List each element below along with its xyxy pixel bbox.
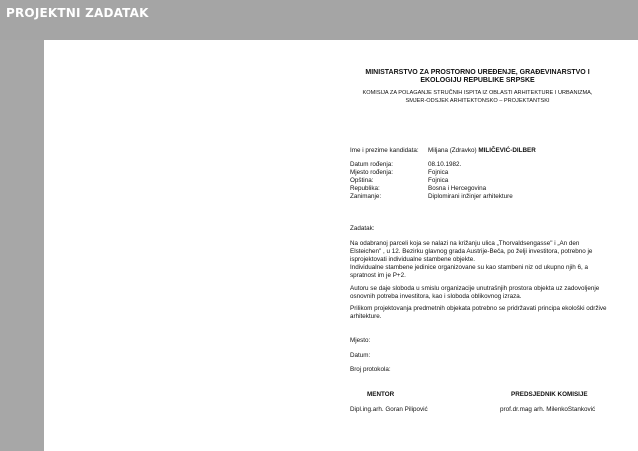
page-title: PROJEKTNI ZADATAK (6, 6, 149, 20)
detail-label-republic: Republika: (350, 185, 380, 192)
mentor-heading: MENTOR (367, 391, 395, 398)
left-gray-strip (0, 0, 44, 451)
date-label: Datum: (350, 352, 371, 359)
task-heading: Zadatak: (350, 225, 375, 232)
protocol-label: Broj protokola: (350, 366, 391, 373)
detail-value-birthdate: 08.10.1982. (428, 161, 462, 168)
task-paragraph-2-line-2: osnovnih potreba investitora, kao i sloboda oblikovnog izraza. (350, 293, 522, 300)
candidate-surname: MILIČEVIĆ-DILBER (478, 147, 536, 154)
detail-label-municipality: Opština: (350, 177, 374, 184)
task-paragraph-1-line-3: isprojektovati individualne stambene objekte. (350, 256, 475, 263)
candidate-label: Ime i prezime kandidata: (350, 147, 419, 154)
commission-line-2: SMJER-ODSJEK ARHITEKTONSKO – PROJEKTANTSKI (405, 98, 550, 104)
candidate-first-name: Miljana (Zdravko) (428, 147, 477, 154)
task-paragraph-1-line-1: Na odabranoj parceli koja se nalazi na križanju ulica „Thorvaldsengasse" i „An den (350, 240, 580, 247)
detail-value-municipality: Fojnica (428, 177, 449, 184)
detail-label-birthdate: Datum rođenja: (350, 161, 394, 168)
detail-value-occupation: Diplomirani inžinjer arhitekture (428, 193, 513, 200)
place-label: Mjesto: (350, 337, 371, 344)
detail-label-occupation: Zanimanje: (350, 193, 382, 200)
detail-value-republic: Bosna i Hercegovina (428, 185, 487, 192)
mentor-name: Dipl.ing.arh. Goran Pilipović (350, 406, 428, 413)
candidate-name (428, 147, 536, 154)
task-paragraph-3-line-2: arhitekture. (350, 313, 382, 320)
task-paragraph-1-line-4: Individualne stambene jedinice organizovane su kao stambeni niz od ukupno njih 6, a (350, 264, 589, 271)
detail-value-birthplace: Fojnica (428, 169, 449, 176)
task-paragraph-3-line-1: Prilikom projektovanja predmetnih objekata potrebno se pridržavati principa ekološki održive (350, 305, 607, 312)
ministry-line-1: MINISTARSTVO ZA PROSTORNO UREĐENJE, GRAĐEVINARSTVO I (365, 69, 590, 76)
task-paragraph-1-line-2: Elsteichen" , u 12. Bezirku glavnog grada Austrije-Beča, po želji investitora, potrebno je (350, 248, 593, 255)
ministry-line-2: EKOLOGIJU REPUBLIKE SRPSKE (420, 77, 535, 84)
task-paragraph-1-line-5: spratnost im je P+2. (350, 272, 406, 279)
detail-label-birthplace: Mjesto rođenja: (350, 169, 394, 176)
commission-line-1: KOMISIJA ZA POLAGANJE STRUČNIH ISPITA IZ OBLASTI ARHITEKTURE I URBANIZMA, (362, 90, 593, 96)
task-paragraph-2-line-1: Autoru se daje sloboda u smislu organizacije unutrašnjih prostora objekta uz zadovoljenje (350, 285, 600, 292)
president-heading: PREDSJEDNIK KOMISIJE (511, 391, 588, 398)
president-name: prof.dr.mag arh. MilenkoStanković (500, 406, 596, 413)
